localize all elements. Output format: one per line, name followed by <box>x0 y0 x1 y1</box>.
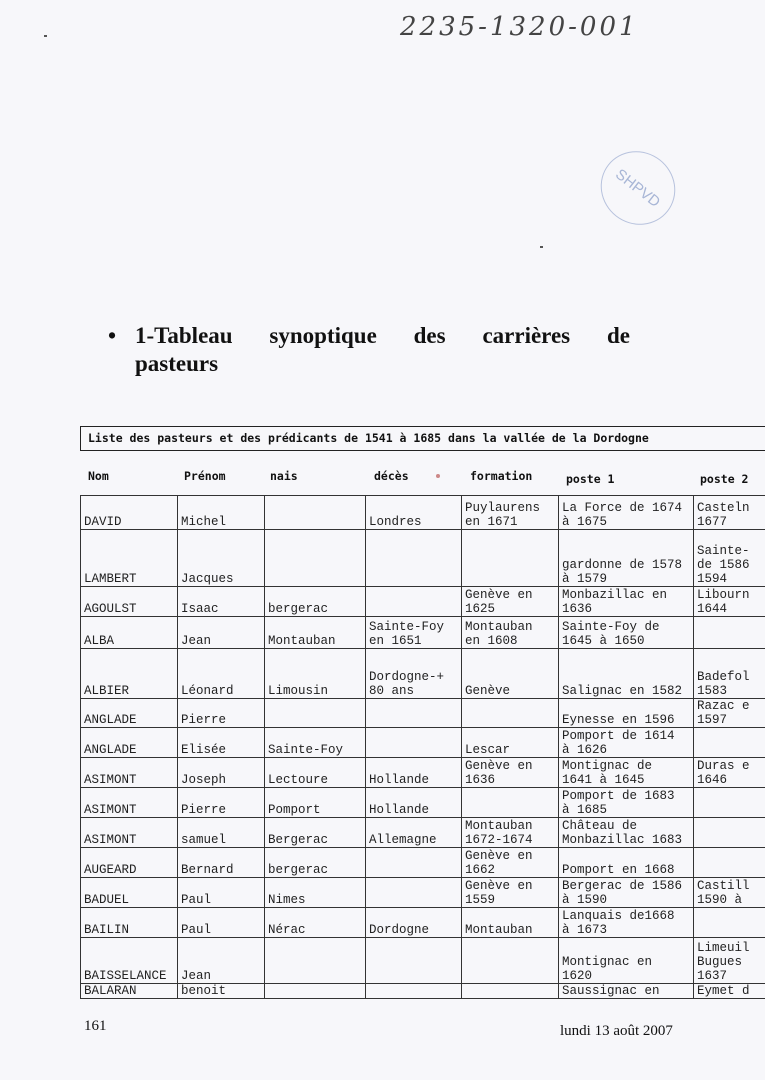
table-cell-formation <box>462 938 559 984</box>
heading-word: des <box>413 323 446 348</box>
table-cell-poste2 <box>694 848 765 878</box>
table-cell-poste1: Saussignac en <box>559 984 694 999</box>
table-row <box>81 848 765 878</box>
table-row <box>81 788 765 818</box>
table-cell-nom: AUGEARD <box>81 848 178 878</box>
table-cell-poste2: Sainte- de 1586 1594 <box>694 530 765 587</box>
table-cell-nais: Nimes <box>265 878 366 908</box>
table-cell-formation: Genève en 1662 <box>462 848 559 878</box>
table-cell-poste2: Razac e 1597 <box>694 699 765 728</box>
table-cell-formation: Montauban en 1608 <box>462 617 559 649</box>
table-cell-nom: ANGLADE <box>81 699 178 728</box>
table-cell-deces <box>366 587 462 617</box>
table-row <box>81 984 765 999</box>
table-cell-nais: bergerac <box>265 587 366 617</box>
table-cell-poste2 <box>694 788 765 818</box>
table-cell-deces: Allemagne <box>366 818 462 848</box>
table-cell-poste1: Pomport en 1668 <box>559 848 694 878</box>
pastors-table <box>80 495 765 999</box>
heading-word: synoptique <box>269 323 377 348</box>
table-cell-formation <box>462 984 559 999</box>
table-cell-nom: ALBA <box>81 617 178 649</box>
column-header-poste2: poste 2 <box>700 472 749 486</box>
page-number: 161 <box>84 1018 107 1034</box>
table-cell-poste2: Casteln 1677 <box>694 496 765 530</box>
table-cell-deces: Dordogne-+ 80 ans <box>366 649 462 699</box>
table-cell-poste2: Eymet d <box>694 984 765 999</box>
table-cell-formation: Montauban <box>462 908 559 938</box>
heading-bullet: • <box>108 323 117 348</box>
heading-line-1 <box>135 322 630 350</box>
table-row <box>81 818 765 848</box>
table-row <box>81 938 765 984</box>
heading-line-2: pasteurs <box>135 351 219 376</box>
table-caption: Liste des pasteurs et des prédicants de 1541 à 1685 dans la vallée de la Dordogne <box>80 426 765 451</box>
table-row <box>81 878 765 908</box>
table-cell-prenom: Bernard <box>178 848 265 878</box>
table-row <box>81 908 765 938</box>
table-cell-nais <box>265 938 366 984</box>
table-cell-deces <box>366 878 462 908</box>
table-cell-nom: AGOULST <box>81 587 178 617</box>
table-cell-nom: BALARAN <box>81 984 178 999</box>
table-cell-deces: Hollande <box>366 788 462 818</box>
table-cell-poste2 <box>694 818 765 848</box>
table-cell-nais <box>265 699 366 728</box>
table-cell-poste1: Lanquais de1668 à 1673 <box>559 908 694 938</box>
table-cell-deces <box>366 984 462 999</box>
table-cell-poste1: Eynesse en 1596 <box>559 699 694 728</box>
table-cell-poste1: Montignac de 1641 à 1645 <box>559 758 694 788</box>
table-row <box>81 649 765 699</box>
table-cell-poste2: Badefol 1583 <box>694 649 765 699</box>
table-cell-nais: Montauban <box>265 617 366 649</box>
table-row <box>81 758 765 788</box>
table-cell-poste1: Pomport de 1683 à 1685 <box>559 788 694 818</box>
table-cell-poste2: Castill 1590 à <box>694 878 765 908</box>
table-row <box>81 587 765 617</box>
table-cell-poste1: Sainte-Foy de 1645 à 1650 <box>559 617 694 649</box>
table-cell-formation <box>462 699 559 728</box>
table-cell-poste1: gardonne de 1578 à 1579 <box>559 530 694 587</box>
table-cell-nais: Sainte-Foy <box>265 728 366 758</box>
column-header-nom: Nom <box>88 469 109 483</box>
table-cell-nais <box>265 530 366 587</box>
table-cell-formation: Montauban 1672-1674 <box>462 818 559 848</box>
table-cell-prenom: benoit <box>178 984 265 999</box>
table-cell-nais: bergerac <box>265 848 366 878</box>
table-cell-prenom: Paul <box>178 908 265 938</box>
table-cell-nais: Limousin <box>265 649 366 699</box>
table-cell-poste2 <box>694 908 765 938</box>
table-cell-formation <box>462 788 559 818</box>
scan-speck <box>44 35 47 37</box>
scan-speck <box>540 246 543 248</box>
column-header-nais: nais <box>270 469 298 483</box>
table-cell-prenom: Paul <box>178 878 265 908</box>
column-header-poste1: poste 1 <box>566 472 615 486</box>
table-cell-nom: BADUEL <box>81 878 178 908</box>
table-cell-nom: BAISSELANCE <box>81 938 178 984</box>
table-cell-poste2: Limeuil Bugues 1637 <box>694 938 765 984</box>
table-cell-nom: ASIMONT <box>81 788 178 818</box>
table-cell-poste1: La Force de 1674 à 1675 <box>559 496 694 530</box>
table-row <box>81 530 765 587</box>
table-row <box>81 728 765 758</box>
heading-word: de <box>606 323 630 348</box>
table-cell-poste1: Bergerac de 1586 à 1590 <box>559 878 694 908</box>
table-cell-nom: ASIMONT <box>81 758 178 788</box>
column-header-deces: décès <box>374 469 409 483</box>
table-cell-formation: Genève en 1625 <box>462 587 559 617</box>
table-cell-formation <box>462 530 559 587</box>
table-cell-poste2 <box>694 728 765 758</box>
table-cell-nais <box>265 496 366 530</box>
table-cell-formation: Lescar <box>462 728 559 758</box>
table-cell-formation: Genève en 1559 <box>462 878 559 908</box>
table-cell-prenom: samuel <box>178 818 265 848</box>
table-cell-prenom: Michel <box>178 496 265 530</box>
heading-word: carrières <box>482 323 571 348</box>
table-cell-deces <box>366 699 462 728</box>
table-cell-poste2 <box>694 617 765 649</box>
table-cell-poste1: Château de Monbazillac 1683 <box>559 818 694 848</box>
ink-dot <box>436 474 440 478</box>
table-cell-nom: ASIMONT <box>81 818 178 848</box>
table-cell-nom: ALBIER <box>81 649 178 699</box>
heading-word: 1-Tableau <box>135 323 233 348</box>
table-cell-nais: Nérac <box>265 908 366 938</box>
table-cell-prenom: Elisée <box>178 728 265 758</box>
table-cell-prenom: Joseph <box>178 758 265 788</box>
table-cell-nom: ANGLADE <box>81 728 178 758</box>
table-row <box>81 496 765 530</box>
table-cell-deces: Dordogne <box>366 908 462 938</box>
table-cell-deces <box>366 530 462 587</box>
table-cell-formation: Genève en 1636 <box>462 758 559 788</box>
table-cell-nom: LAMBERT <box>81 530 178 587</box>
table-cell-poste2: Libourn 1644 <box>694 587 765 617</box>
table-cell-poste1: Monbazillac en 1636 <box>559 587 694 617</box>
table-cell-prenom: Pierre <box>178 699 265 728</box>
table-cell-poste2: Duras e 1646 <box>694 758 765 788</box>
footer-date: lundi 13 août 2007 <box>560 1023 673 1039</box>
table-cell-prenom: Léonard <box>178 649 265 699</box>
table-cell-nom: DAVID <box>81 496 178 530</box>
library-stamp: SHPVD <box>586 136 690 240</box>
table-row <box>81 699 765 728</box>
table-cell-deces: Hollande <box>366 758 462 788</box>
table-cell-nom: BAILIN <box>81 908 178 938</box>
table-cell-deces <box>366 728 462 758</box>
table-cell-formation: Genève <box>462 649 559 699</box>
table-row <box>81 617 765 649</box>
table-cell-deces <box>366 938 462 984</box>
table-cell-poste1: Salignac en 1582 <box>559 649 694 699</box>
table-cell-poste1: Montignac en 1620 <box>559 938 694 984</box>
table-cell-nais: Bergerac <box>265 818 366 848</box>
column-header-formation: formation <box>470 469 533 483</box>
table-cell-prenom: Pierre <box>178 788 265 818</box>
column-header-prenom: Prénom <box>184 469 226 483</box>
table-cell-deces: Londres <box>366 496 462 530</box>
table-cell-deces <box>366 848 462 878</box>
table-cell-formation: Puylaurens en 1671 <box>462 496 559 530</box>
table-cell-prenom: Isaac <box>178 587 265 617</box>
column-headers <box>0 469 765 489</box>
table-cell-deces: Sainte-Foy en 1651 <box>366 617 462 649</box>
table-cell-prenom: Jacques <box>178 530 265 587</box>
table-cell-nais: Pomport <box>265 788 366 818</box>
table-cell-prenom: Jean <box>178 617 265 649</box>
table-cell-nais: Lectoure <box>265 758 366 788</box>
table-cell-poste1: Pomport de 1614 à 1626 <box>559 728 694 758</box>
pastors-table-body <box>81 496 765 999</box>
table-cell-prenom: Jean <box>178 938 265 984</box>
handwritten-reference-code: 2235-1320-001 <box>400 12 639 42</box>
table-cell-nais <box>265 984 366 999</box>
